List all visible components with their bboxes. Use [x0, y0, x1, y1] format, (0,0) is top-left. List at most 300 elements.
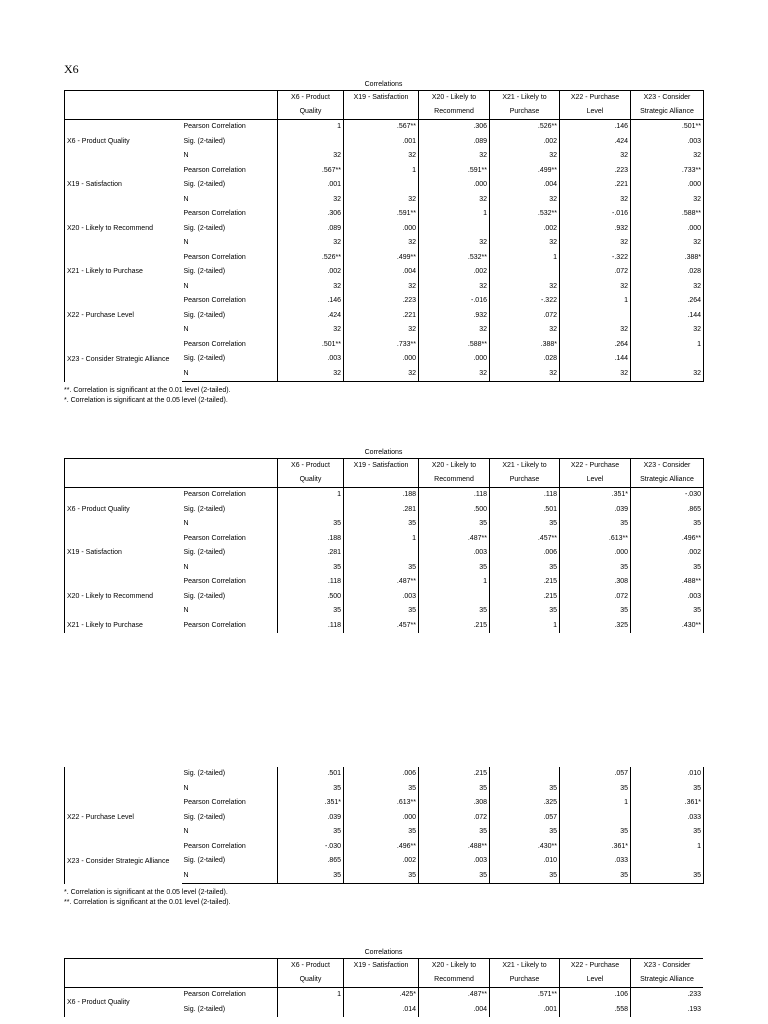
correlation-cell: .501: [278, 767, 344, 782]
variable-label: X22 - Purchase Level: [65, 796, 182, 840]
correlation-cell: .057: [560, 767, 631, 782]
correlation-cell: 32: [419, 193, 490, 208]
header-blank: [65, 473, 182, 488]
header-row: [65, 91, 704, 106]
correlation-cell: 1: [490, 619, 560, 634]
correlation-cell: .613**: [344, 796, 419, 811]
variable-label: X23 - Consider Strategic Alliance: [65, 338, 182, 382]
table-row: [65, 532, 704, 547]
correlation-cell: 1: [560, 294, 631, 309]
statistic-label: Sig. (2-tailed): [183, 137, 226, 145]
correlation-cell: .000: [344, 352, 419, 367]
correlation-cell: .033: [631, 811, 704, 826]
statistic-label: Sig. (2-tailed): [183, 1005, 226, 1013]
statistic-label: Pearson Correlation: [182, 120, 278, 135]
correlation-cell: .188: [344, 488, 419, 503]
column-header: Quality: [278, 473, 344, 488]
statistic-label: N: [183, 607, 189, 614]
column-header: Level: [560, 473, 631, 488]
header-blank: [182, 973, 278, 988]
column-header: Quality: [278, 973, 344, 988]
correlation-cell: 1: [631, 840, 704, 855]
correlation-cell: 32: [560, 280, 631, 295]
column-header: Strategic Alliance: [631, 105, 704, 120]
header-blank: [182, 959, 278, 974]
correlation-cell: .308: [560, 575, 631, 590]
statistic-label: N: [183, 239, 189, 246]
correlation-cell: 32: [344, 280, 419, 295]
correlation-cell: .233: [631, 988, 704, 1003]
correlation-cell: 32: [631, 193, 704, 208]
correlation-cell: .388*: [490, 338, 560, 353]
correlation-cell: 32: [631, 149, 704, 164]
statistic-label: Pearson Correlation: [183, 621, 246, 629]
header-blank: [182, 91, 278, 106]
statistic-label: Pearson Correlation: [183, 842, 246, 850]
correlation-cell: .000: [419, 352, 490, 367]
correlation-cell: .424: [278, 309, 344, 324]
statistic-label: Pearson Correlation: [182, 988, 278, 1003]
footnote: **. Correlation is significant at the 0.01 level (2-tailed).: [64, 899, 231, 906]
correlation-cell: .501: [490, 503, 560, 518]
correlation-cell: .430**: [490, 840, 560, 855]
page-heading: X6: [64, 62, 79, 76]
correlation-cell: .072: [419, 811, 490, 826]
correlation-cell: [560, 811, 631, 826]
correlation-table: [64, 458, 704, 633]
column-header: Recommend: [419, 105, 490, 120]
correlation-cell: .532**: [419, 251, 490, 266]
column-header: Quality: [278, 105, 344, 120]
statistic-label: Pearson Correlation: [183, 297, 246, 304]
table-row: [65, 796, 704, 811]
statistic-label: Sig. (2-tailed): [183, 592, 226, 600]
header-blank: [65, 105, 182, 120]
correlation-cell: -.322: [490, 294, 560, 309]
statistic-label: N: [182, 367, 278, 382]
correlation-cell: .325: [490, 796, 560, 811]
table-row: [65, 575, 704, 590]
correlation-cell: 32: [490, 367, 560, 382]
column-header: X22 - Purchase: [560, 459, 631, 474]
correlation-cell: .865: [278, 854, 344, 869]
correlation-cell: .003: [631, 135, 704, 150]
correlation-cell: .001: [490, 1003, 560, 1018]
correlation-cell: 35: [344, 782, 419, 797]
correlation-cell: .526**: [490, 120, 560, 135]
correlation-cell: 35: [631, 604, 704, 619]
header-blank: [65, 459, 182, 474]
correlation-cell: 32: [560, 149, 631, 164]
correlation-cell: .865: [631, 503, 704, 518]
correlation-cell: .613**: [560, 532, 631, 547]
correlation-cell: 32: [419, 236, 490, 251]
table-row: [65, 164, 704, 179]
correlation-cell: [419, 590, 490, 605]
correlation-cell: 32: [490, 193, 560, 208]
correlation-cell: 32: [419, 367, 490, 382]
variable-label: [65, 767, 182, 796]
correlation-cell: .057: [490, 811, 560, 826]
correlation-cell: 32: [631, 367, 704, 382]
statistic-label: N: [183, 563, 189, 571]
correlation-cell: 1: [344, 532, 419, 547]
correlation-cell: [631, 854, 704, 869]
correlation-cell: 35: [631, 561, 704, 576]
correlation-cell: .003: [278, 352, 344, 367]
statistic-label: Pearson Correlation: [183, 253, 246, 261]
column-header: X19 - Satisfaction: [344, 959, 419, 974]
statistic-label: Sig. (2-tailed): [183, 355, 226, 362]
correlation-cell: 35: [419, 782, 490, 797]
correlation-cell: .002: [631, 546, 704, 561]
correlation-cell: .118: [278, 575, 344, 590]
column-header: Recommend: [419, 973, 490, 988]
correlation-cell: .003: [419, 854, 490, 869]
statistic-label: N: [183, 828, 189, 835]
correlation-cell: .591**: [419, 164, 490, 179]
correlation-cell: 35: [560, 782, 631, 797]
correlation-cell: .028: [631, 265, 704, 280]
column-header: [344, 105, 419, 120]
correlation-cell: .361*: [560, 840, 631, 855]
correlation-cell: .499**: [490, 164, 560, 179]
table-row: [65, 619, 704, 634]
statistic-label: N: [182, 869, 278, 884]
column-header: Strategic Alliance: [631, 973, 704, 988]
correlation-cell: 35: [490, 517, 560, 532]
statistic-label: N: [183, 520, 189, 527]
correlation-cell: .000: [560, 546, 631, 561]
correlation-cell: .146: [560, 120, 631, 135]
correlation-cell: 32: [631, 236, 704, 251]
statistic-label: N: [183, 195, 189, 203]
correlation-cell: .567**: [278, 164, 344, 179]
header-blank: [182, 473, 278, 488]
statistic-label: Sig. (2-tailed): [183, 268, 226, 275]
correlation-cell: .144: [560, 352, 631, 367]
correlation-cell: 32: [278, 367, 344, 382]
correlation-cell: [560, 309, 631, 324]
correlation-cell: 35: [419, 604, 490, 619]
correlation-cell: .028: [490, 352, 560, 367]
correlation-cell: .002: [278, 265, 344, 280]
table-row: [65, 840, 704, 855]
correlation-cell: -.322: [560, 251, 631, 266]
correlation-cell: 32: [490, 149, 560, 164]
correlation-cell: .000: [631, 222, 704, 237]
correlation-cell: .500: [278, 590, 344, 605]
correlation-cell: [278, 503, 344, 518]
correlation-cell: .001: [344, 135, 419, 150]
correlation-cell: 35: [560, 517, 631, 532]
correlations-table-2-continued: [64, 767, 703, 908]
table-row: [65, 294, 704, 309]
table-footnotes: [64, 386, 703, 406]
statistic-label: Sig. (2-tailed): [183, 813, 226, 821]
correlation-cell: .004: [344, 265, 419, 280]
column-header: Purchase: [490, 473, 560, 488]
correlation-cell: [278, 135, 344, 150]
correlation-cell: .281: [344, 503, 419, 518]
variable-label: X21 - Likely to Purchase: [65, 251, 182, 295]
correlation-cell: 32: [490, 236, 560, 251]
correlation-cell: .425*: [344, 988, 419, 1003]
footnote: **. Correlation is significant at the 0.01 level (2-tailed).: [64, 387, 231, 394]
correlation-cell: .532**: [490, 207, 560, 222]
correlation-cell: .351*: [278, 796, 344, 811]
correlation-cell: 1: [419, 575, 490, 590]
correlation-cell: .039: [278, 811, 344, 826]
statistic-label: Pearson Correlation: [183, 578, 246, 585]
correlation-cell: 35: [419, 825, 490, 840]
column-header: X23 - Consider: [631, 959, 704, 974]
statistic-label: Pearson Correlation: [183, 210, 246, 217]
correlation-cell: .457**: [344, 619, 419, 634]
correlation-cell: 32: [419, 323, 490, 338]
statistic-label: N: [183, 326, 189, 333]
variable-label: X21 - Likely to Purchase: [65, 619, 182, 634]
correlation-cell: .118: [419, 488, 490, 503]
correlation-cell: 35: [278, 561, 344, 576]
correlation-cell: .457**: [490, 532, 560, 547]
variable-label: X6 - Product Quality: [65, 988, 182, 1018]
correlation-cell: .281: [278, 546, 344, 561]
statistic-label: Sig. (2-tailed): [183, 549, 226, 556]
correlation-cell: 35: [631, 782, 704, 797]
correlation-cell: 35: [631, 517, 704, 532]
column-header: X21 - Likely to: [490, 959, 560, 974]
correlation-cell: .588**: [419, 338, 490, 353]
correlation-table: [64, 90, 704, 382]
correlations-table-1: [64, 80, 703, 406]
variable-label: X20 - Likely to Recommend: [65, 207, 182, 251]
correlation-cell: 32: [344, 367, 419, 382]
correlation-cell: .089: [419, 135, 490, 150]
correlation-cell: 35: [278, 604, 344, 619]
correlation-cell: 1: [419, 207, 490, 222]
table-row: [65, 988, 704, 1003]
correlation-table: [64, 767, 704, 884]
correlation-cell: 32: [278, 280, 344, 295]
correlation-cell: 32: [560, 236, 631, 251]
header-row: [65, 105, 704, 120]
header-row: [65, 959, 704, 974]
correlation-cell: [490, 767, 560, 782]
correlation-cell: .499**: [344, 251, 419, 266]
correlation-cell: 32: [560, 323, 631, 338]
correlation-cell: 32: [278, 323, 344, 338]
correlation-cell: 35: [419, 517, 490, 532]
correlation-cell: .223: [344, 294, 419, 309]
correlation-cell: .033: [560, 854, 631, 869]
column-header: X21 - Likely to: [490, 91, 560, 106]
column-header: [344, 973, 419, 988]
statistic-label: Pearson Correlation: [183, 166, 246, 174]
correlation-cell: 35: [419, 561, 490, 576]
correlation-cell: [344, 546, 419, 561]
column-header: Level: [560, 105, 631, 120]
correlation-table: [64, 958, 703, 1017]
table-row: [65, 120, 704, 135]
correlation-cell: 1: [278, 988, 344, 1003]
correlation-cell: .591**: [344, 207, 419, 222]
header-row: [65, 473, 704, 488]
correlation-cell: .118: [278, 619, 344, 634]
footnote: *. Correlation is significant at the 0.05 level (2-tailed).: [64, 889, 228, 896]
correlation-cell: .215: [490, 590, 560, 605]
header-row: [65, 973, 704, 988]
column-header: Recommend: [419, 473, 490, 488]
correlation-cell: .000: [344, 811, 419, 826]
statistic-label: N: [183, 152, 189, 159]
correlation-cell: .006: [344, 767, 419, 782]
correlation-cell: 32: [490, 280, 560, 295]
correlation-cell: .072: [490, 309, 560, 324]
variable-label: X19 - Satisfaction: [65, 532, 182, 576]
correlation-cell: .430**: [631, 619, 704, 634]
correlation-cell: -.030: [631, 488, 704, 503]
correlation-cell: .264: [560, 338, 631, 353]
correlation-cell: .526**: [278, 251, 344, 266]
column-header: X19 - Satisfaction: [344, 459, 419, 474]
header-blank: [65, 91, 182, 106]
correlation-cell: 32: [631, 323, 704, 338]
correlation-cell: .932: [560, 222, 631, 237]
correlation-cell: 1: [278, 120, 344, 135]
correlation-cell: 35: [419, 869, 490, 884]
table-footnotes: [64, 888, 703, 908]
table-row: [65, 207, 704, 222]
correlation-cell: 35: [631, 869, 704, 884]
correlation-cell: 35: [560, 604, 631, 619]
correlation-cell: 1: [490, 251, 560, 266]
correlation-cell: .215: [419, 767, 490, 782]
correlation-cell: .500: [419, 503, 490, 518]
variable-label: X19 - Satisfaction: [65, 164, 182, 208]
correlation-cell: 35: [490, 604, 560, 619]
correlation-cell: .144: [631, 309, 704, 324]
correlation-cell: 35: [278, 825, 344, 840]
correlation-cell: .006: [490, 546, 560, 561]
correlation-cell: .351*: [560, 488, 631, 503]
correlation-cell: .501**: [631, 120, 704, 135]
correlation-cell: .424: [560, 135, 631, 150]
statistic-label: Pearson Correlation: [183, 799, 246, 806]
variable-label: X23 - Consider Strategic Alliance: [65, 840, 182, 884]
correlation-cell: 35: [560, 825, 631, 840]
correlation-cell: 35: [560, 869, 631, 884]
correlation-cell: .000: [631, 178, 704, 193]
column-header: X22 - Purchase: [560, 91, 631, 106]
correlation-cell: .488**: [419, 840, 490, 855]
correlations-table-3: [64, 948, 703, 1024]
correlation-cell: .308: [419, 796, 490, 811]
column-header: X19 - Satisfaction: [344, 91, 419, 106]
correlation-cell: 35: [278, 517, 344, 532]
correlation-cell: 35: [490, 561, 560, 576]
correlation-cell: .588**: [631, 207, 704, 222]
column-header: Purchase: [490, 105, 560, 120]
correlation-cell: .488**: [631, 575, 704, 590]
correlation-cell: .264: [631, 294, 704, 309]
correlation-cell: .003: [344, 590, 419, 605]
correlation-cell: 1: [631, 338, 704, 353]
correlation-cell: 32: [278, 193, 344, 208]
header-row: [65, 459, 704, 474]
statistic-label: Sig. (2-tailed): [183, 770, 226, 777]
correlation-cell: .571**: [490, 988, 560, 1003]
column-header: X20 - Likely to: [419, 91, 490, 106]
correlation-cell: .306: [278, 207, 344, 222]
correlation-cell: [490, 265, 560, 280]
correlation-cell: .193: [631, 1003, 704, 1018]
variable-label: X6 - Product Quality: [65, 488, 182, 532]
correlation-cell: .501**: [278, 338, 344, 353]
header-blank: [65, 973, 182, 988]
correlation-cell: 32: [344, 149, 419, 164]
correlations-table-2: [64, 448, 703, 633]
correlation-cell: 32: [419, 280, 490, 295]
statistic-label: Sig. (2-tailed): [183, 857, 226, 864]
correlation-cell: .388*: [631, 251, 704, 266]
correlation-cell: .146: [278, 294, 344, 309]
statistic-label: Pearson Correlation: [183, 534, 246, 542]
correlation-cell: .496**: [344, 840, 419, 855]
correlation-cell: 35: [344, 561, 419, 576]
column-header: X20 - Likely to: [419, 459, 490, 474]
correlation-cell: 35: [344, 869, 419, 884]
correlation-cell: 1: [344, 164, 419, 179]
statistic-label: N: [183, 282, 189, 290]
statistic-label: Sig. (2-tailed): [183, 311, 226, 319]
column-header: X20 - Likely to: [419, 959, 490, 974]
footnote: *. Correlation is significant at the 0.05 level (2-tailed).: [64, 397, 228, 404]
column-header: X22 - Purchase: [560, 959, 631, 974]
correlation-cell: .010: [490, 854, 560, 869]
header-blank: [65, 959, 182, 974]
correlation-cell: 1: [560, 796, 631, 811]
correlation-cell: 32: [490, 323, 560, 338]
column-header: [344, 473, 419, 488]
correlation-cell: .003: [631, 590, 704, 605]
statistic-label: N: [183, 784, 189, 792]
table-title: Correlations: [364, 449, 403, 456]
correlation-cell: 32: [419, 149, 490, 164]
correlation-cell: .487**: [344, 575, 419, 590]
correlation-cell: .325: [560, 619, 631, 634]
correlation-cell: 35: [490, 782, 560, 797]
variable-label: X6 - Product Quality: [65, 120, 182, 164]
correlation-cell: .487**: [419, 532, 490, 547]
correlation-cell: .215: [419, 619, 490, 634]
correlation-cell: .487**: [419, 988, 490, 1003]
table-row: [65, 767, 704, 782]
correlation-cell: 32: [278, 236, 344, 251]
correlation-cell: .361*: [631, 796, 704, 811]
statistic-label: Pearson Correlation: [182, 488, 278, 503]
correlation-cell: 32: [344, 193, 419, 208]
correlation-cell: 32: [344, 323, 419, 338]
correlation-cell: .223: [560, 164, 631, 179]
table-title: Correlations: [364, 949, 403, 956]
correlation-cell: 35: [278, 869, 344, 884]
correlation-cell: [344, 178, 419, 193]
table-row: [65, 488, 704, 503]
column-header: X6 - Product: [278, 459, 344, 474]
correlation-cell: 32: [344, 236, 419, 251]
correlation-cell: .002: [490, 222, 560, 237]
